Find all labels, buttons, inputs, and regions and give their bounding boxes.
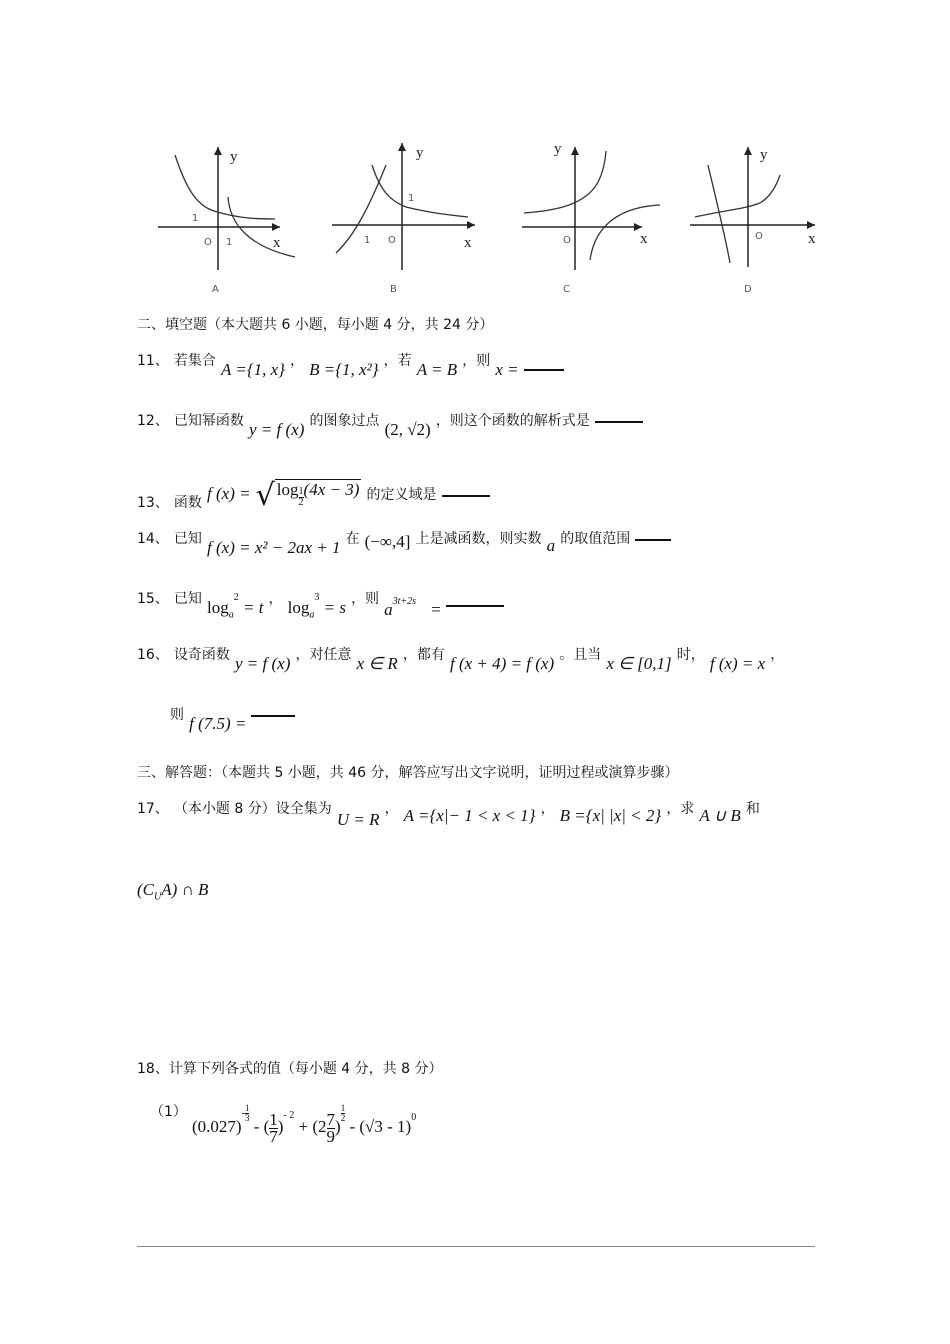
q12-number: 12、: [137, 413, 169, 429]
q17-text-2: ，: [384, 801, 399, 817]
q13-log-base: $\frac{1}{2}$: [298, 486, 304, 508]
graph-c-x-label: x: [640, 231, 648, 247]
q16-definition: f (x) = x: [709, 654, 766, 673]
q15-text-3: ，则: [351, 591, 380, 607]
q15-answer-blank[interactable]: [446, 603, 504, 607]
graph-a-label: A: [212, 284, 219, 295]
graph-a-x-label: x: [273, 235, 281, 251]
q16-domain: x ∈ R: [356, 654, 398, 673]
question-16-line-2: [170, 704, 295, 738]
graph-a-one-y: 1: [192, 213, 199, 224]
q11-number: 11、: [137, 353, 169, 369]
graph-b-one-y: 1: [408, 193, 415, 204]
graph-d-x-label: x: [808, 231, 816, 247]
q13-text-1: 函数: [173, 495, 202, 511]
q13-sqrt: [256, 474, 362, 514]
q15-number: 15、: [137, 591, 169, 607]
q18-sub-1-expression: $(0.027)^{- \frac{1}{3}}$ - ( $\frac{1}{7}$ )$^{- 2}$ + (2 $\frac{7}{9}$ ) $^{\frac{1}{2}}$ - (√3 - 1)$^0$: [192, 1102, 417, 1146]
q18-title: 计算下列各式的值（每小题 4 分，共 8 分）: [168, 1061, 443, 1077]
question-11: [137, 350, 564, 384]
q11-text-3: ，若: [383, 353, 412, 369]
graph-c: [522, 141, 660, 295]
q14-text-4: 的取值范围: [560, 531, 631, 547]
q14-answer-blank[interactable]: [635, 537, 671, 541]
graph-c-origin: O: [563, 235, 571, 246]
question-12: [137, 410, 643, 444]
q11-x-equals: x =: [495, 360, 519, 379]
q16-interval: x ∈ [0,1]: [606, 654, 672, 673]
q17-text-4: ，求: [666, 801, 695, 817]
graph-d-y-label: y: [760, 147, 768, 163]
page-footer-rule: [137, 1246, 815, 1247]
q12-function: y = f (x): [249, 420, 305, 439]
q18-number: 18、: [137, 1061, 169, 1077]
graph-b-y-label: y: [416, 145, 424, 161]
q16-text-5: 时，: [676, 647, 705, 663]
q15-text-2: ，: [268, 591, 283, 607]
q15-equals: =: [431, 600, 441, 619]
graph-a: [158, 147, 295, 295]
q17-universal-set: U = R: [336, 810, 380, 829]
q15-log-2: $\log_a^3 = s$: [287, 592, 346, 621]
q12-text-2: 的图象过点: [309, 413, 380, 429]
q17-set-a: A ={x|− 1 < x < 1}: [403, 806, 536, 825]
graph-c-y-label: y: [554, 141, 562, 157]
question-15: [137, 588, 504, 622]
q13-function: f (x) =: [207, 484, 251, 503]
q17-union: A ∪ B: [699, 806, 741, 825]
q15-expression: $a^{3t+2s}$: [384, 596, 417, 619]
graph-c-label: C: [563, 284, 570, 295]
q16-evaluate: f (7.5) =: [189, 714, 247, 733]
q13-argument: (4x − 3): [303, 480, 360, 499]
graph-d-origin: O: [755, 231, 763, 242]
q13-answer-blank[interactable]: [442, 493, 490, 497]
q17-text-3: ，: [540, 801, 555, 817]
q14-number: 14、: [137, 531, 169, 547]
section-2-title: 二、填空题（本大题共 6 小题，每小题 4 分，共 24 分）: [137, 317, 494, 333]
graph-b-one-x: 1: [364, 235, 371, 246]
q18-sub-1-label: （1）: [150, 1104, 187, 1121]
q11-text-2: ，: [290, 353, 305, 369]
graph-a-origin: O: [204, 237, 212, 248]
graph-d-label: D: [744, 284, 752, 295]
q12-text-1: 已知幂函数: [173, 413, 244, 429]
graph-b: [332, 143, 475, 295]
question-14: [137, 528, 671, 562]
graph-d: [690, 147, 816, 295]
q12-answer-blank[interactable]: [595, 419, 643, 423]
graph-b-label: B: [390, 284, 397, 295]
q16-text-1: 设奇函数: [173, 647, 230, 663]
q17-number: 17、: [137, 801, 169, 817]
q16-period: f (x + 4) = f (x): [450, 654, 555, 673]
q14-interval: (−∞,4]: [364, 532, 411, 551]
q15-log-1: $\log_a^2 = t$: [207, 592, 264, 621]
q12-point: (2, √2): [384, 420, 431, 439]
q17-set-b: B ={x| |x| < 2}: [559, 806, 662, 825]
q12-text-3: ，则这个函数的解析式是: [435, 413, 590, 429]
graph-b-x-label: x: [464, 235, 472, 251]
q16-text-6: ，: [770, 647, 785, 663]
q11-answer-blank[interactable]: [524, 367, 564, 371]
q14-text-3: 上是减函数，则实数: [415, 531, 542, 547]
q17-complement-expression: $(C_UA)$ ∩ B: [137, 880, 209, 903]
q13-log: log: [276, 480, 299, 499]
q16-text-3: ，都有: [402, 647, 445, 663]
q14-param-a: a: [546, 536, 556, 555]
q16-number: 16、: [137, 647, 169, 663]
question-13: [137, 468, 490, 512]
function-graphs: [150, 135, 830, 305]
q11-set-b: B ={1, x²}: [309, 360, 379, 379]
q15-text-1: 已知: [173, 591, 202, 607]
graph-b-origin: O: [388, 235, 396, 246]
question-17: [137, 798, 817, 832]
question-18: [137, 1058, 442, 1078]
question-16: [137, 644, 817, 678]
q17-text-1: （本小题 8 分）设全集为: [173, 801, 332, 817]
q17-text-5: 和: [745, 801, 760, 817]
q16-text-4: 。且当: [559, 647, 602, 663]
q18-part-1: [150, 1104, 416, 1154]
q16-text-2: ，对任意: [295, 647, 352, 663]
graph-a-one-x: 1: [226, 237, 233, 248]
q14-function: f (x) = x² − 2ax + 1: [207, 538, 341, 557]
q11-text-1: 若集合: [173, 353, 216, 369]
q16-text-7: 则: [170, 707, 184, 723]
q13-text-2: 的定义域是: [366, 487, 437, 503]
q14-text-1: 已知: [173, 531, 202, 547]
q11-text-4: ，则: [462, 353, 491, 369]
q14-text-2: 在: [345, 531, 360, 547]
q11-set-a: A ={1, x}: [221, 360, 285, 379]
q13-radical-icon: √: [255, 478, 275, 513]
q16-function: y = f (x): [235, 654, 291, 673]
q13-number: 13、: [137, 495, 169, 511]
q16-answer-blank[interactable]: [251, 713, 295, 717]
graph-a-y-label: y: [230, 149, 238, 165]
q11-equality: A = B: [416, 360, 458, 379]
section-3-title: 三、解答题：（本题共 5 小题，共 46 分，解答应写出文字说明，证明过程或演算步骤）: [137, 765, 679, 781]
